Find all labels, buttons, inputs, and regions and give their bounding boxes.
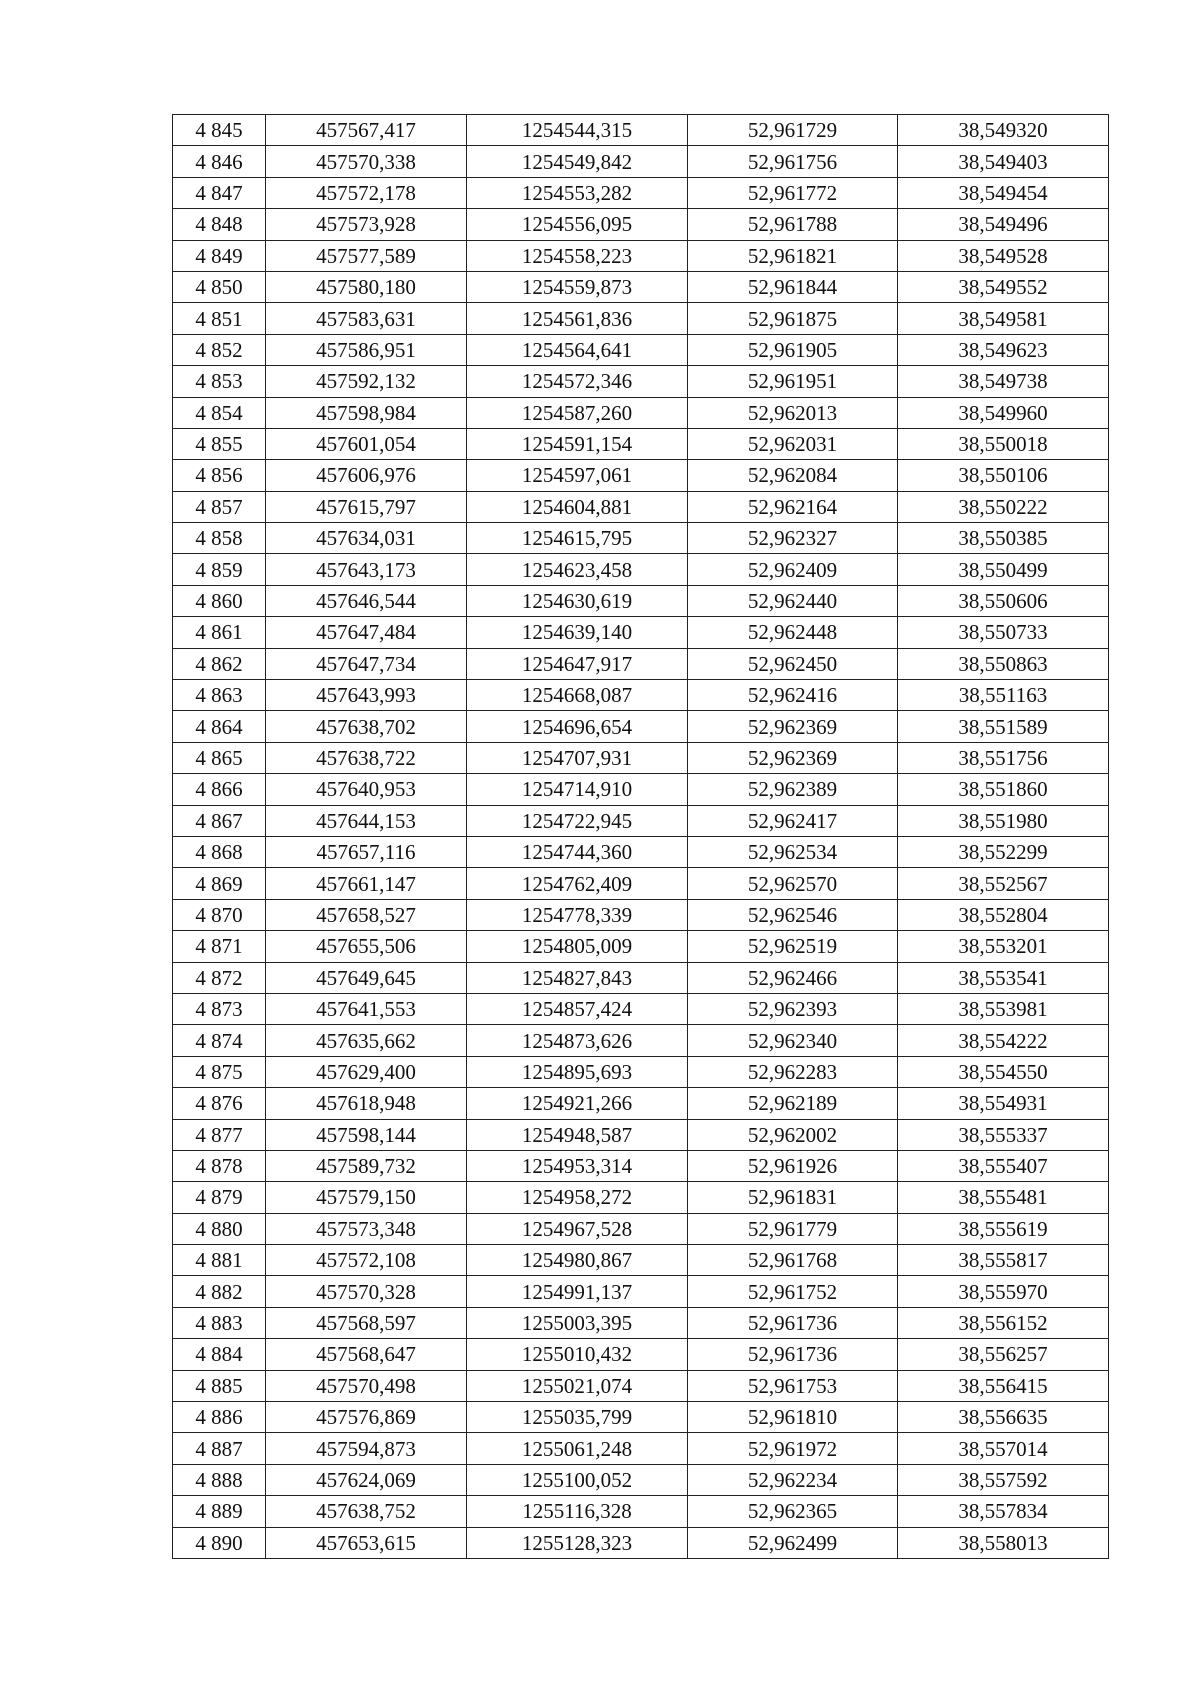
latitude-cell: 52,962283 <box>688 1056 898 1087</box>
point-number-cell: 4 846 <box>173 146 266 177</box>
latitude-cell: 52,961736 <box>688 1339 898 1370</box>
longitude-cell: 38,555337 <box>898 1119 1109 1150</box>
latitude-cell: 52,962164 <box>688 491 898 522</box>
latitude-cell: 52,961736 <box>688 1307 898 1338</box>
x-coordinate-cell: 457573,348 <box>266 1213 467 1244</box>
coordinates-table <box>172 114 1109 1559</box>
table-row <box>173 1370 1109 1401</box>
longitude-cell: 38,555481 <box>898 1182 1109 1213</box>
table-row <box>173 366 1109 397</box>
table-row <box>173 460 1109 491</box>
x-coordinate-cell: 457568,597 <box>266 1307 467 1338</box>
y-coordinate-cell: 1254564,641 <box>467 334 688 365</box>
point-number-cell: 4 855 <box>173 428 266 459</box>
point-number-cell: 4 856 <box>173 460 266 491</box>
point-number-cell: 4 868 <box>173 836 266 867</box>
y-coordinate-cell: 1254696,654 <box>467 711 688 742</box>
table-row <box>173 836 1109 867</box>
point-number-cell: 4 867 <box>173 805 266 836</box>
longitude-cell: 38,557592 <box>898 1464 1109 1495</box>
x-coordinate-cell: 457598,984 <box>266 397 467 428</box>
x-coordinate-cell: 457577,589 <box>266 240 467 271</box>
point-number-cell: 4 847 <box>173 177 266 208</box>
latitude-cell: 52,962327 <box>688 523 898 554</box>
latitude-cell: 52,961831 <box>688 1182 898 1213</box>
latitude-cell: 52,961844 <box>688 271 898 302</box>
longitude-cell: 38,555817 <box>898 1245 1109 1276</box>
table-row <box>173 177 1109 208</box>
longitude-cell: 38,554222 <box>898 1025 1109 1056</box>
longitude-cell: 38,551163 <box>898 680 1109 711</box>
y-coordinate-cell: 1254558,223 <box>467 240 688 271</box>
latitude-cell: 52,961821 <box>688 240 898 271</box>
table-row <box>173 899 1109 930</box>
y-coordinate-cell: 1254630,619 <box>467 585 688 616</box>
y-coordinate-cell: 1254953,314 <box>467 1150 688 1181</box>
table-row <box>173 1307 1109 1338</box>
latitude-cell: 52,962440 <box>688 585 898 616</box>
point-number-cell: 4 851 <box>173 303 266 334</box>
table-row <box>173 303 1109 334</box>
point-number-cell: 4 878 <box>173 1150 266 1181</box>
table-row <box>173 397 1109 428</box>
point-number-cell: 4 860 <box>173 585 266 616</box>
longitude-cell: 38,555407 <box>898 1150 1109 1181</box>
x-coordinate-cell: 457573,928 <box>266 209 467 240</box>
y-coordinate-cell: 1254762,409 <box>467 868 688 899</box>
y-coordinate-cell: 1254873,626 <box>467 1025 688 1056</box>
y-coordinate-cell: 1255128,323 <box>467 1527 688 1558</box>
longitude-cell: 38,557014 <box>898 1433 1109 1464</box>
latitude-cell: 52,962389 <box>688 774 898 805</box>
latitude-cell: 52,962448 <box>688 617 898 648</box>
longitude-cell: 38,550733 <box>898 617 1109 648</box>
latitude-cell: 52,961972 <box>688 1433 898 1464</box>
x-coordinate-cell: 457658,527 <box>266 899 467 930</box>
longitude-cell: 38,549403 <box>898 146 1109 177</box>
point-number-cell: 4 889 <box>173 1496 266 1527</box>
x-coordinate-cell: 457570,498 <box>266 1370 467 1401</box>
longitude-cell: 38,551589 <box>898 711 1109 742</box>
longitude-cell: 38,551980 <box>898 805 1109 836</box>
point-number-cell: 4 861 <box>173 617 266 648</box>
y-coordinate-cell: 1254597,061 <box>467 460 688 491</box>
x-coordinate-cell: 457647,734 <box>266 648 467 679</box>
latitude-cell: 52,962084 <box>688 460 898 491</box>
y-coordinate-cell: 1255116,328 <box>467 1496 688 1527</box>
x-coordinate-cell: 457646,544 <box>266 585 467 616</box>
point-number-cell: 4 885 <box>173 1370 266 1401</box>
y-coordinate-cell: 1254714,910 <box>467 774 688 805</box>
longitude-cell: 38,553201 <box>898 931 1109 962</box>
y-coordinate-cell: 1254805,009 <box>467 931 688 962</box>
longitude-cell: 38,549623 <box>898 334 1109 365</box>
x-coordinate-cell: 457601,054 <box>266 428 467 459</box>
y-coordinate-cell: 1254587,260 <box>467 397 688 428</box>
latitude-cell: 52,962546 <box>688 899 898 930</box>
y-coordinate-cell: 1254639,140 <box>467 617 688 648</box>
latitude-cell: 52,961875 <box>688 303 898 334</box>
point-number-cell: 4 882 <box>173 1276 266 1307</box>
y-coordinate-cell: 1254722,945 <box>467 805 688 836</box>
x-coordinate-cell: 457635,662 <box>266 1025 467 1056</box>
y-coordinate-cell: 1254967,528 <box>467 1213 688 1244</box>
longitude-cell: 38,553541 <box>898 962 1109 993</box>
x-coordinate-cell: 457598,144 <box>266 1119 467 1150</box>
table-row <box>173 742 1109 773</box>
y-coordinate-cell: 1255010,432 <box>467 1339 688 1370</box>
latitude-cell: 52,962365 <box>688 1496 898 1527</box>
table-row <box>173 1245 1109 1276</box>
longitude-cell: 38,549528 <box>898 240 1109 271</box>
latitude-cell: 52,962393 <box>688 993 898 1024</box>
table-row <box>173 993 1109 1024</box>
latitude-cell: 52,961752 <box>688 1276 898 1307</box>
longitude-cell: 38,549581 <box>898 303 1109 334</box>
table-row <box>173 1527 1109 1558</box>
y-coordinate-cell: 1254857,424 <box>467 993 688 1024</box>
point-number-cell: 4 852 <box>173 334 266 365</box>
y-coordinate-cell: 1255003,395 <box>467 1307 688 1338</box>
x-coordinate-cell: 457589,732 <box>266 1150 467 1181</box>
table-row <box>173 1276 1109 1307</box>
table-row <box>173 334 1109 365</box>
latitude-cell: 52,961768 <box>688 1245 898 1276</box>
x-coordinate-cell: 457576,869 <box>266 1402 467 1433</box>
point-number-cell: 4 845 <box>173 115 266 146</box>
longitude-cell: 38,550606 <box>898 585 1109 616</box>
latitude-cell: 52,961951 <box>688 366 898 397</box>
y-coordinate-cell: 1254591,154 <box>467 428 688 459</box>
latitude-cell: 52,961779 <box>688 1213 898 1244</box>
x-coordinate-cell: 457649,645 <box>266 962 467 993</box>
point-number-cell: 4 870 <box>173 899 266 930</box>
y-coordinate-cell: 1254559,873 <box>467 271 688 302</box>
x-coordinate-cell: 457570,328 <box>266 1276 467 1307</box>
longitude-cell: 38,550863 <box>898 648 1109 679</box>
latitude-cell: 52,962189 <box>688 1088 898 1119</box>
table-row <box>173 805 1109 836</box>
table-row <box>173 1025 1109 1056</box>
longitude-cell: 38,554550 <box>898 1056 1109 1087</box>
longitude-cell: 38,549552 <box>898 271 1109 302</box>
table-row <box>173 585 1109 616</box>
latitude-cell: 52,961926 <box>688 1150 898 1181</box>
y-coordinate-cell: 1255021,074 <box>467 1370 688 1401</box>
longitude-cell: 38,552804 <box>898 899 1109 930</box>
y-coordinate-cell: 1254647,917 <box>467 648 688 679</box>
longitude-cell: 38,555619 <box>898 1213 1109 1244</box>
y-coordinate-cell: 1255035,799 <box>467 1402 688 1433</box>
y-coordinate-cell: 1254668,087 <box>467 680 688 711</box>
y-coordinate-cell: 1254921,266 <box>467 1088 688 1119</box>
point-number-cell: 4 853 <box>173 366 266 397</box>
point-number-cell: 4 871 <box>173 931 266 962</box>
coordinates-table-body <box>173 115 1109 1559</box>
y-coordinate-cell: 1254948,587 <box>467 1119 688 1150</box>
y-coordinate-cell: 1254778,339 <box>467 899 688 930</box>
longitude-cell: 38,558013 <box>898 1527 1109 1558</box>
table-row <box>173 711 1109 742</box>
x-coordinate-cell: 457579,150 <box>266 1182 467 1213</box>
point-number-cell: 4 857 <box>173 491 266 522</box>
x-coordinate-cell: 457655,506 <box>266 931 467 962</box>
longitude-cell: 38,549320 <box>898 115 1109 146</box>
table-row <box>173 1182 1109 1213</box>
y-coordinate-cell: 1254556,095 <box>467 209 688 240</box>
latitude-cell: 52,961729 <box>688 115 898 146</box>
y-coordinate-cell: 1254544,315 <box>467 115 688 146</box>
longitude-cell: 38,549960 <box>898 397 1109 428</box>
table-row <box>173 1433 1109 1464</box>
x-coordinate-cell: 457634,031 <box>266 523 467 554</box>
longitude-cell: 38,550106 <box>898 460 1109 491</box>
latitude-cell: 52,962234 <box>688 1464 898 1495</box>
latitude-cell: 52,962570 <box>688 868 898 899</box>
point-number-cell: 4 874 <box>173 1025 266 1056</box>
x-coordinate-cell: 457638,702 <box>266 711 467 742</box>
x-coordinate-cell: 457568,647 <box>266 1339 467 1370</box>
y-coordinate-cell: 1254827,843 <box>467 962 688 993</box>
table-row <box>173 774 1109 805</box>
latitude-cell: 52,961905 <box>688 334 898 365</box>
table-row <box>173 1056 1109 1087</box>
longitude-cell: 38,551756 <box>898 742 1109 773</box>
table-row <box>173 271 1109 302</box>
x-coordinate-cell: 457661,147 <box>266 868 467 899</box>
latitude-cell: 52,962031 <box>688 428 898 459</box>
latitude-cell: 52,962409 <box>688 554 898 585</box>
y-coordinate-cell: 1254744,360 <box>467 836 688 867</box>
point-number-cell: 4 879 <box>173 1182 266 1213</box>
x-coordinate-cell: 457643,173 <box>266 554 467 585</box>
point-number-cell: 4 863 <box>173 680 266 711</box>
longitude-cell: 38,557834 <box>898 1496 1109 1527</box>
point-number-cell: 4 880 <box>173 1213 266 1244</box>
point-number-cell: 4 849 <box>173 240 266 271</box>
point-number-cell: 4 864 <box>173 711 266 742</box>
y-coordinate-cell: 1254895,693 <box>467 1056 688 1087</box>
x-coordinate-cell: 457618,948 <box>266 1088 467 1119</box>
x-coordinate-cell: 457629,400 <box>266 1056 467 1087</box>
x-coordinate-cell: 457580,180 <box>266 271 467 302</box>
x-coordinate-cell: 457592,132 <box>266 366 467 397</box>
point-number-cell: 4 877 <box>173 1119 266 1150</box>
x-coordinate-cell: 457572,108 <box>266 1245 467 1276</box>
point-number-cell: 4 859 <box>173 554 266 585</box>
point-number-cell: 4 884 <box>173 1339 266 1370</box>
table-row <box>173 1339 1109 1370</box>
table-row <box>173 648 1109 679</box>
table-row <box>173 680 1109 711</box>
x-coordinate-cell: 457644,153 <box>266 805 467 836</box>
table-row <box>173 1119 1109 1150</box>
table-row <box>173 1088 1109 1119</box>
point-number-cell: 4 876 <box>173 1088 266 1119</box>
table-row <box>173 115 1109 146</box>
x-coordinate-cell: 457638,722 <box>266 742 467 773</box>
point-number-cell: 4 858 <box>173 523 266 554</box>
longitude-cell: 38,549738 <box>898 366 1109 397</box>
x-coordinate-cell: 457657,116 <box>266 836 467 867</box>
longitude-cell: 38,552299 <box>898 836 1109 867</box>
latitude-cell: 52,962450 <box>688 648 898 679</box>
x-coordinate-cell: 457624,069 <box>266 1464 467 1495</box>
latitude-cell: 52,962002 <box>688 1119 898 1150</box>
y-coordinate-cell: 1254980,867 <box>467 1245 688 1276</box>
latitude-cell: 52,962499 <box>688 1527 898 1558</box>
point-number-cell: 4 887 <box>173 1433 266 1464</box>
latitude-cell: 52,962369 <box>688 711 898 742</box>
x-coordinate-cell: 457594,873 <box>266 1433 467 1464</box>
y-coordinate-cell: 1254991,137 <box>467 1276 688 1307</box>
x-coordinate-cell: 457570,338 <box>266 146 467 177</box>
latitude-cell: 52,962369 <box>688 742 898 773</box>
y-coordinate-cell: 1255061,248 <box>467 1433 688 1464</box>
longitude-cell: 38,554931 <box>898 1088 1109 1119</box>
point-number-cell: 4 881 <box>173 1245 266 1276</box>
longitude-cell: 38,551860 <box>898 774 1109 805</box>
x-coordinate-cell: 457653,615 <box>266 1527 467 1558</box>
table-row <box>173 491 1109 522</box>
longitude-cell: 38,553981 <box>898 993 1109 1024</box>
longitude-cell: 38,550385 <box>898 523 1109 554</box>
x-coordinate-cell: 457567,417 <box>266 115 467 146</box>
point-number-cell: 4 854 <box>173 397 266 428</box>
longitude-cell: 38,550499 <box>898 554 1109 585</box>
table-row <box>173 617 1109 648</box>
x-coordinate-cell: 457586,951 <box>266 334 467 365</box>
latitude-cell: 52,961772 <box>688 177 898 208</box>
x-coordinate-cell: 457583,631 <box>266 303 467 334</box>
table-row <box>173 1496 1109 1527</box>
point-number-cell: 4 883 <box>173 1307 266 1338</box>
point-number-cell: 4 866 <box>173 774 266 805</box>
table-row <box>173 1213 1109 1244</box>
y-coordinate-cell: 1254572,346 <box>467 366 688 397</box>
y-coordinate-cell: 1254707,931 <box>467 742 688 773</box>
latitude-cell: 52,961788 <box>688 209 898 240</box>
table-row <box>173 209 1109 240</box>
longitude-cell: 38,552567 <box>898 868 1109 899</box>
latitude-cell: 52,961753 <box>688 1370 898 1401</box>
y-coordinate-cell: 1254615,795 <box>467 523 688 554</box>
longitude-cell: 38,550222 <box>898 491 1109 522</box>
x-coordinate-cell: 457638,752 <box>266 1496 467 1527</box>
point-number-cell: 4 873 <box>173 993 266 1024</box>
longitude-cell: 38,549454 <box>898 177 1109 208</box>
table-row <box>173 240 1109 271</box>
table-row <box>173 868 1109 899</box>
y-coordinate-cell: 1254553,282 <box>467 177 688 208</box>
point-number-cell: 4 886 <box>173 1402 266 1433</box>
table-row <box>173 1402 1109 1433</box>
x-coordinate-cell: 457640,953 <box>266 774 467 805</box>
y-coordinate-cell: 1254958,272 <box>467 1182 688 1213</box>
longitude-cell: 38,555970 <box>898 1276 1109 1307</box>
table-row <box>173 554 1109 585</box>
x-coordinate-cell: 457641,553 <box>266 993 467 1024</box>
table-row <box>173 523 1109 554</box>
point-number-cell: 4 865 <box>173 742 266 773</box>
point-number-cell: 4 875 <box>173 1056 266 1087</box>
y-coordinate-cell: 1254604,881 <box>467 491 688 522</box>
latitude-cell: 52,962417 <box>688 805 898 836</box>
x-coordinate-cell: 457647,484 <box>266 617 467 648</box>
latitude-cell: 52,962466 <box>688 962 898 993</box>
latitude-cell: 52,962534 <box>688 836 898 867</box>
latitude-cell: 52,962416 <box>688 680 898 711</box>
table-row <box>173 962 1109 993</box>
point-number-cell: 4 872 <box>173 962 266 993</box>
table-row <box>173 428 1109 459</box>
table-row <box>173 1150 1109 1181</box>
table-row <box>173 1464 1109 1495</box>
latitude-cell: 52,962519 <box>688 931 898 962</box>
latitude-cell: 52,961810 <box>688 1402 898 1433</box>
longitude-cell: 38,556152 <box>898 1307 1109 1338</box>
y-coordinate-cell: 1254561,836 <box>467 303 688 334</box>
y-coordinate-cell: 1254549,842 <box>467 146 688 177</box>
table-row <box>173 931 1109 962</box>
point-number-cell: 4 869 <box>173 868 266 899</box>
point-number-cell: 4 850 <box>173 271 266 302</box>
longitude-cell: 38,556257 <box>898 1339 1109 1370</box>
longitude-cell: 38,550018 <box>898 428 1109 459</box>
table-row <box>173 146 1109 177</box>
y-coordinate-cell: 1254623,458 <box>467 554 688 585</box>
longitude-cell: 38,556415 <box>898 1370 1109 1401</box>
y-coordinate-cell: 1255100,052 <box>467 1464 688 1495</box>
x-coordinate-cell: 457572,178 <box>266 177 467 208</box>
longitude-cell: 38,556635 <box>898 1402 1109 1433</box>
latitude-cell: 52,962340 <box>688 1025 898 1056</box>
point-number-cell: 4 848 <box>173 209 266 240</box>
point-number-cell: 4 888 <box>173 1464 266 1495</box>
x-coordinate-cell: 457615,797 <box>266 491 467 522</box>
latitude-cell: 52,961756 <box>688 146 898 177</box>
x-coordinate-cell: 457606,976 <box>266 460 467 491</box>
point-number-cell: 4 862 <box>173 648 266 679</box>
point-number-cell: 4 890 <box>173 1527 266 1558</box>
longitude-cell: 38,549496 <box>898 209 1109 240</box>
x-coordinate-cell: 457643,993 <box>266 680 467 711</box>
latitude-cell: 52,962013 <box>688 397 898 428</box>
